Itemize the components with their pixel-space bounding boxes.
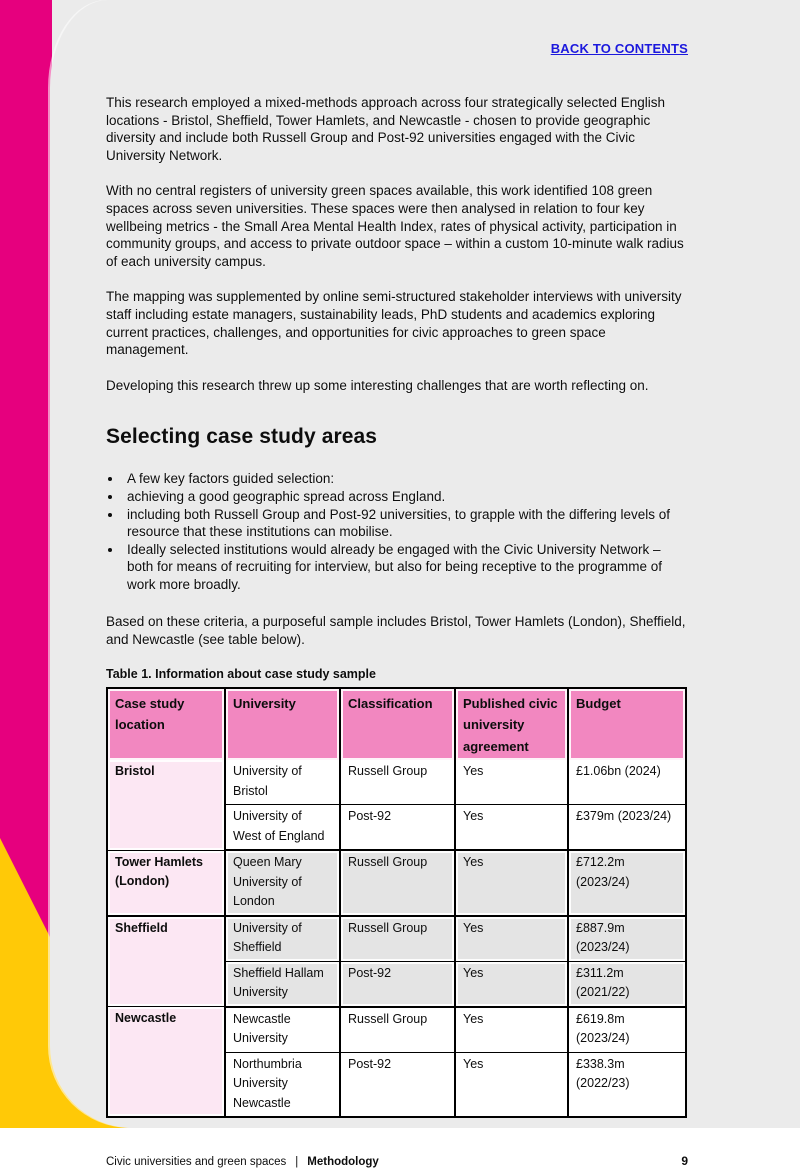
table-cell: Post-92 — [340, 1052, 455, 1117]
table-cell: Yes — [455, 760, 568, 805]
location-cell: Tower Hamlets (London) — [107, 850, 225, 916]
table-cell: Yes — [455, 1052, 568, 1117]
table-cell: Yes — [455, 1007, 568, 1053]
table-cell: Russell Group — [340, 850, 455, 916]
location-cell: Newcastle — [107, 1007, 225, 1118]
table-cell: University of West of England — [225, 805, 340, 851]
footer-section: Methodology — [307, 1156, 379, 1168]
column-header: Budget — [568, 688, 686, 761]
location-cell: Sheffield — [107, 916, 225, 1007]
table-cell: £712.2m (2023/24) — [568, 850, 686, 916]
table-row — [107, 916, 686, 962]
back-to-contents-link[interactable]: BACK TO CONTENTS — [550, 41, 688, 56]
paragraph-sample: Based on these criteria, a purposeful sample includes Bristol, Tower Hamlets (London), Sheffield, and Newcastle (see table below). — [106, 614, 686, 648]
selection-factors-list — [106, 470, 688, 593]
column-header: Case study location — [107, 688, 225, 761]
table-caption: Table 1. Information about case study sample — [106, 666, 376, 681]
table-cell: Sheffield Hallam University — [225, 961, 340, 1007]
table-cell: £338.3m (2022/23) — [568, 1052, 686, 1117]
case-study-sample-table — [106, 687, 687, 1119]
page-footer — [106, 1154, 688, 1168]
location-cell: Bristol — [107, 760, 225, 850]
table-cell: £619.8m (2023/24) — [568, 1007, 686, 1053]
list-item: • achieving a good geographic spread across England. — [123, 488, 688, 506]
list-item: • Ideally selected institutions would already be engaged with the Civic University Network – both for means of recruiting for interview, but also for being receptive to the programme of work more broadly. — [123, 541, 688, 594]
table-cell: University of Sheffield — [225, 916, 340, 962]
paragraph-mapping: The mapping was supplemented by online semi-structured stakeholder interviews with university staff including estate managers, sustainability leads, PhD students and academics exploring current practices, challenges, and opportunities for civic approaches to green space management. — [106, 289, 682, 358]
table-cell: £887.9m (2023/24) — [568, 916, 686, 962]
page-content — [106, 0, 688, 1168]
table-cell: £311.2m (2021/22) — [568, 961, 686, 1007]
table-cell: Russell Group — [340, 916, 455, 962]
table-cell: Northumbria University Newcastle — [225, 1052, 340, 1117]
paragraph-green-spaces: With no central registers of university green spaces available, this work identified 108 green spaces across seven universities. These spaces were then analysed in relation to four key wellbeing metrics - the Small Area Mental Health Index, rates of physical activity, participation in community groups, and access to private outdoor space – within a custom 10-minute walk radius of each university campus. — [106, 183, 684, 269]
table-cell: Queen Mary University of London — [225, 850, 340, 916]
footer-doc-title: Civic universities and green spaces — [106, 1156, 287, 1168]
table-cell: Post-92 — [340, 961, 455, 1007]
table-cell: Russell Group — [340, 760, 455, 805]
table-cell: Yes — [455, 850, 568, 916]
table-cell: £1.06bn (2024) — [568, 760, 686, 805]
back-link-row — [106, 40, 688, 58]
table-row — [107, 1007, 686, 1053]
footer-separator: | — [295, 1156, 299, 1168]
paragraph-methods: This research employed a mixed-methods approach across four strategically selected English locations - Bristol, Sheffield, Tower Hamlets, and Newcastle - chosen to provide geographic diversity and include both Russell Group and Post-92 universities engaged with the Civic University Network. — [106, 95, 666, 163]
list-item: • including both Russell Group and Post-92 universities, to grapple with the differing levels of resource that these institutions can mobilise. — [123, 506, 688, 541]
table-row — [107, 850, 686, 916]
column-header: Published civic university agreement — [455, 688, 568, 761]
section-heading: Selecting case study areas — [106, 425, 378, 449]
table-cell: Yes — [455, 805, 568, 851]
table-cell: Newcastle University — [225, 1007, 340, 1053]
paragraph-challenges: Developing this research threw up some interesting challenges that are worth reflecting on. — [106, 377, 649, 393]
table-cell: Yes — [455, 916, 568, 962]
list-item: • A few key factors guided selection: — [123, 470, 688, 488]
table-cell: University of Bristol — [225, 760, 340, 805]
table-row — [107, 760, 686, 805]
column-header: Classification — [340, 688, 455, 761]
column-header: University — [225, 688, 340, 761]
table-cell: Post-92 — [340, 805, 455, 851]
footer-left — [106, 1156, 379, 1168]
page-content-card — [50, 0, 800, 1168]
table-cell: Russell Group — [340, 1007, 455, 1053]
table-cell: £379m (2023/24) — [568, 805, 686, 851]
table-header-row — [107, 688, 686, 761]
page-number: 9 — [681, 1154, 688, 1168]
table-cell: Yes — [455, 961, 568, 1007]
